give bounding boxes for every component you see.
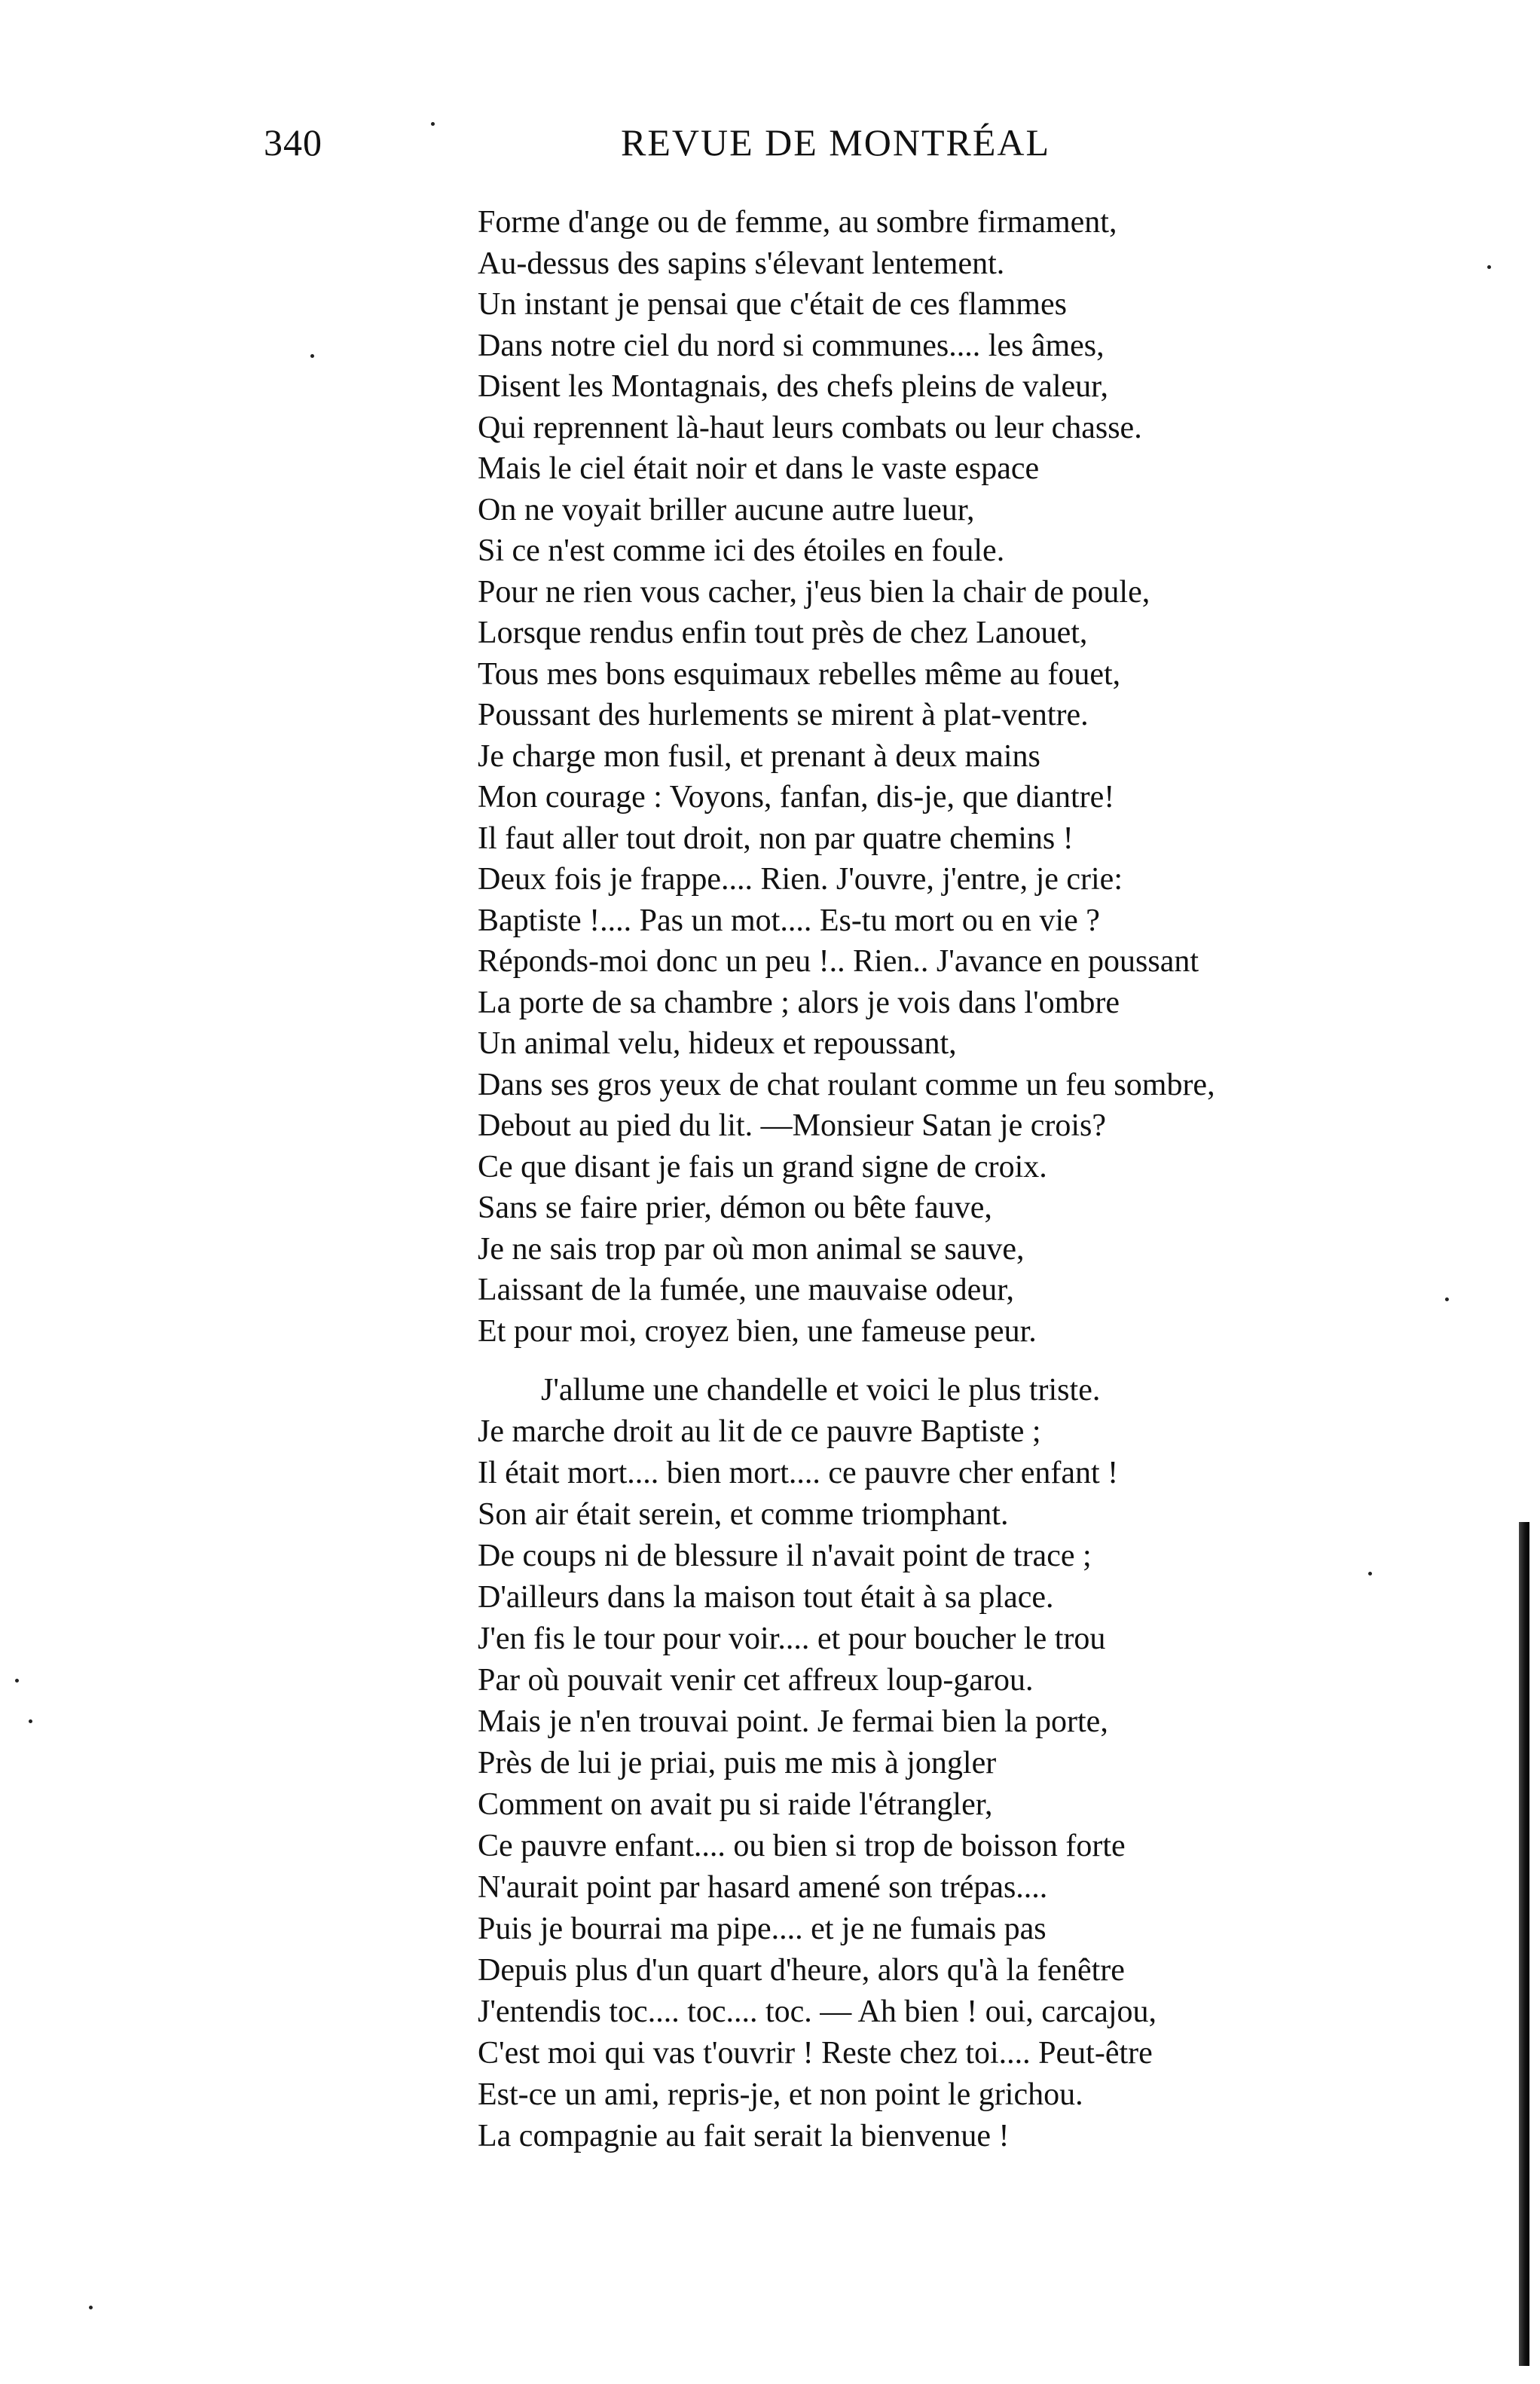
poem-line: Sans se faire prier, démon ou bête fauve, xyxy=(478,1190,992,1225)
poem-line: Ce que disant je fais un grand signe de croix. xyxy=(478,1149,1047,1184)
poem-line: Depuis plus d'un quart d'heure, alors qu'à la fenêtre xyxy=(478,1953,1125,1988)
scan-edge-shadow xyxy=(1519,1522,1529,2366)
poem-line: Baptiste !.... Pas un mot.... Es-tu mort ou en vie ? xyxy=(478,903,1100,938)
poem-line: Debout au pied du lit. —Monsieur Satan je crois? xyxy=(478,1108,1106,1143)
poem-line: J'en fis le tour pour voir.... et pour boucher le trou xyxy=(478,1621,1106,1656)
poem-line: Je charge mon fusil, et prenant à deux mains xyxy=(478,738,1040,774)
poem-line: Par où pouvait venir cet affreux loup-garou. xyxy=(478,1663,1034,1698)
poem-line: Dans notre ciel du nord si communes.... les âmes, xyxy=(478,328,1105,363)
poem-line: Forme d'ange ou de femme, au sombre firmament, xyxy=(478,205,1117,240)
scan-speck xyxy=(89,2306,93,2309)
poem-line: Deux fois je frappe.... Rien. J'ouvre, j'entre, je crie: xyxy=(478,862,1123,897)
poem-line: N'aurait point par hasard amené son trépas.... xyxy=(478,1870,1048,1905)
stanza-2 xyxy=(478,1370,1397,2157)
running-title: REVUE DE MONTRÉAL xyxy=(621,121,1051,164)
poem-line: C'est moi qui vas t'ouvrir ! Reste chez toi.... Peut-être xyxy=(478,2036,1153,2071)
scan-speck xyxy=(310,354,314,358)
poem-line: Pour ne rien vous cacher, j'eus bien la chair de poule, xyxy=(478,574,1150,610)
poem-line: J'entendis toc.... toc.... toc. — Ah bien ! oui, carcajou, xyxy=(478,1994,1157,2029)
poem-line: Réponds-moi donc un peu !.. Rien.. J'avance en poussant xyxy=(478,944,1199,979)
poem-line: Près de lui je priai, puis me mis à jongler xyxy=(478,1746,997,1780)
poem-line: Tous mes bons esquimaux rebelles même au fouet, xyxy=(478,656,1121,692)
poem-line: Est-ce un ami, repris-je, et non point le grichou. xyxy=(478,2077,1083,2112)
scan-speck xyxy=(1368,1572,1372,1576)
stanza-1 xyxy=(478,202,1397,1352)
scan-speck xyxy=(1445,1297,1449,1301)
poem-line: Puis je bourrai ma pipe.... et je ne fumais pas xyxy=(478,1912,1047,1946)
poem-line: La compagnie au fait serait la bienvenue ! xyxy=(478,2119,1010,2153)
poem-line: Il était mort.... bien mort.... ce pauvre cher enfant ! xyxy=(478,1456,1119,1490)
running-head xyxy=(264,121,1168,173)
poem-line: Son air était serein, et comme triomphant. xyxy=(478,1497,1009,1532)
poem-line: Mais je n'en trouvai point. Je fermai bien la porte, xyxy=(478,1704,1108,1739)
poem-line: Au-dessus des sapins s'élevant lentement. xyxy=(478,246,1005,281)
poem-line: Disent les Montagnais, des chefs pleins de valeur, xyxy=(478,369,1108,404)
poem-line: Dans ses gros yeux de chat roulant comme un feu sombre, xyxy=(478,1067,1215,1102)
scan-speck xyxy=(29,1719,32,1723)
poem-line: On ne voyait briller aucune autre lueur, xyxy=(478,492,975,527)
poem-body xyxy=(478,202,1397,2157)
page-number: 340 xyxy=(264,121,322,164)
poem-line: Et pour moi, croyez bien, une fameuse peur. xyxy=(478,1313,1037,1349)
poem-line: De coups ni de blessure il n'avait point de trace ; xyxy=(478,1539,1092,1573)
poem-line: D'ailleurs dans la maison tout était à sa place. xyxy=(478,1580,1054,1615)
poem-line: Si ce n'est comme ici des étoiles en foule. xyxy=(478,533,1005,568)
poem-line: Je marche droit au lit de ce pauvre Baptiste ; xyxy=(478,1414,1041,1449)
poem-line: Poussant des hurlements se mirent à plat-ventre. xyxy=(478,698,1089,732)
scan-speck xyxy=(15,1679,19,1683)
poem-line: Mon courage : Voyons, fanfan, dis-je, que diantre! xyxy=(478,780,1115,815)
poem-line: Il faut aller tout droit, non par quatre chemins ! xyxy=(478,821,1074,856)
scan-speck xyxy=(1487,265,1491,269)
poem-line: Comment on avait pu si raide l'étrangler, xyxy=(478,1787,993,1822)
poem-line: Un instant je pensai que c'était de ces flammes xyxy=(478,287,1067,322)
poem-line: Mais le ciel était noir et dans le vaste espace xyxy=(478,451,1040,486)
poem-line: Laissant de la fumée, une mauvaise odeur, xyxy=(478,1273,1015,1307)
poem-line: Lorsque rendus enfin tout près de chez Lanouet, xyxy=(478,616,1088,650)
poem-line: La porte de sa chambre ; alors je vois dans l'ombre xyxy=(478,985,1120,1020)
poem-line: Qui reprennent là-haut leurs combats ou leur chasse. xyxy=(478,410,1142,445)
poem-line: Je ne sais trop par où mon animal se sauve, xyxy=(478,1231,1025,1267)
scan-speck xyxy=(431,122,435,126)
poem-line: Un animal velu, hideux et repoussant, xyxy=(478,1026,957,1061)
poem-line: Ce pauvre enfant.... ou bien si trop de boisson forte xyxy=(478,1829,1126,1863)
poem-line: J'allume une chandelle et voici le plus triste. xyxy=(541,1373,1101,1407)
